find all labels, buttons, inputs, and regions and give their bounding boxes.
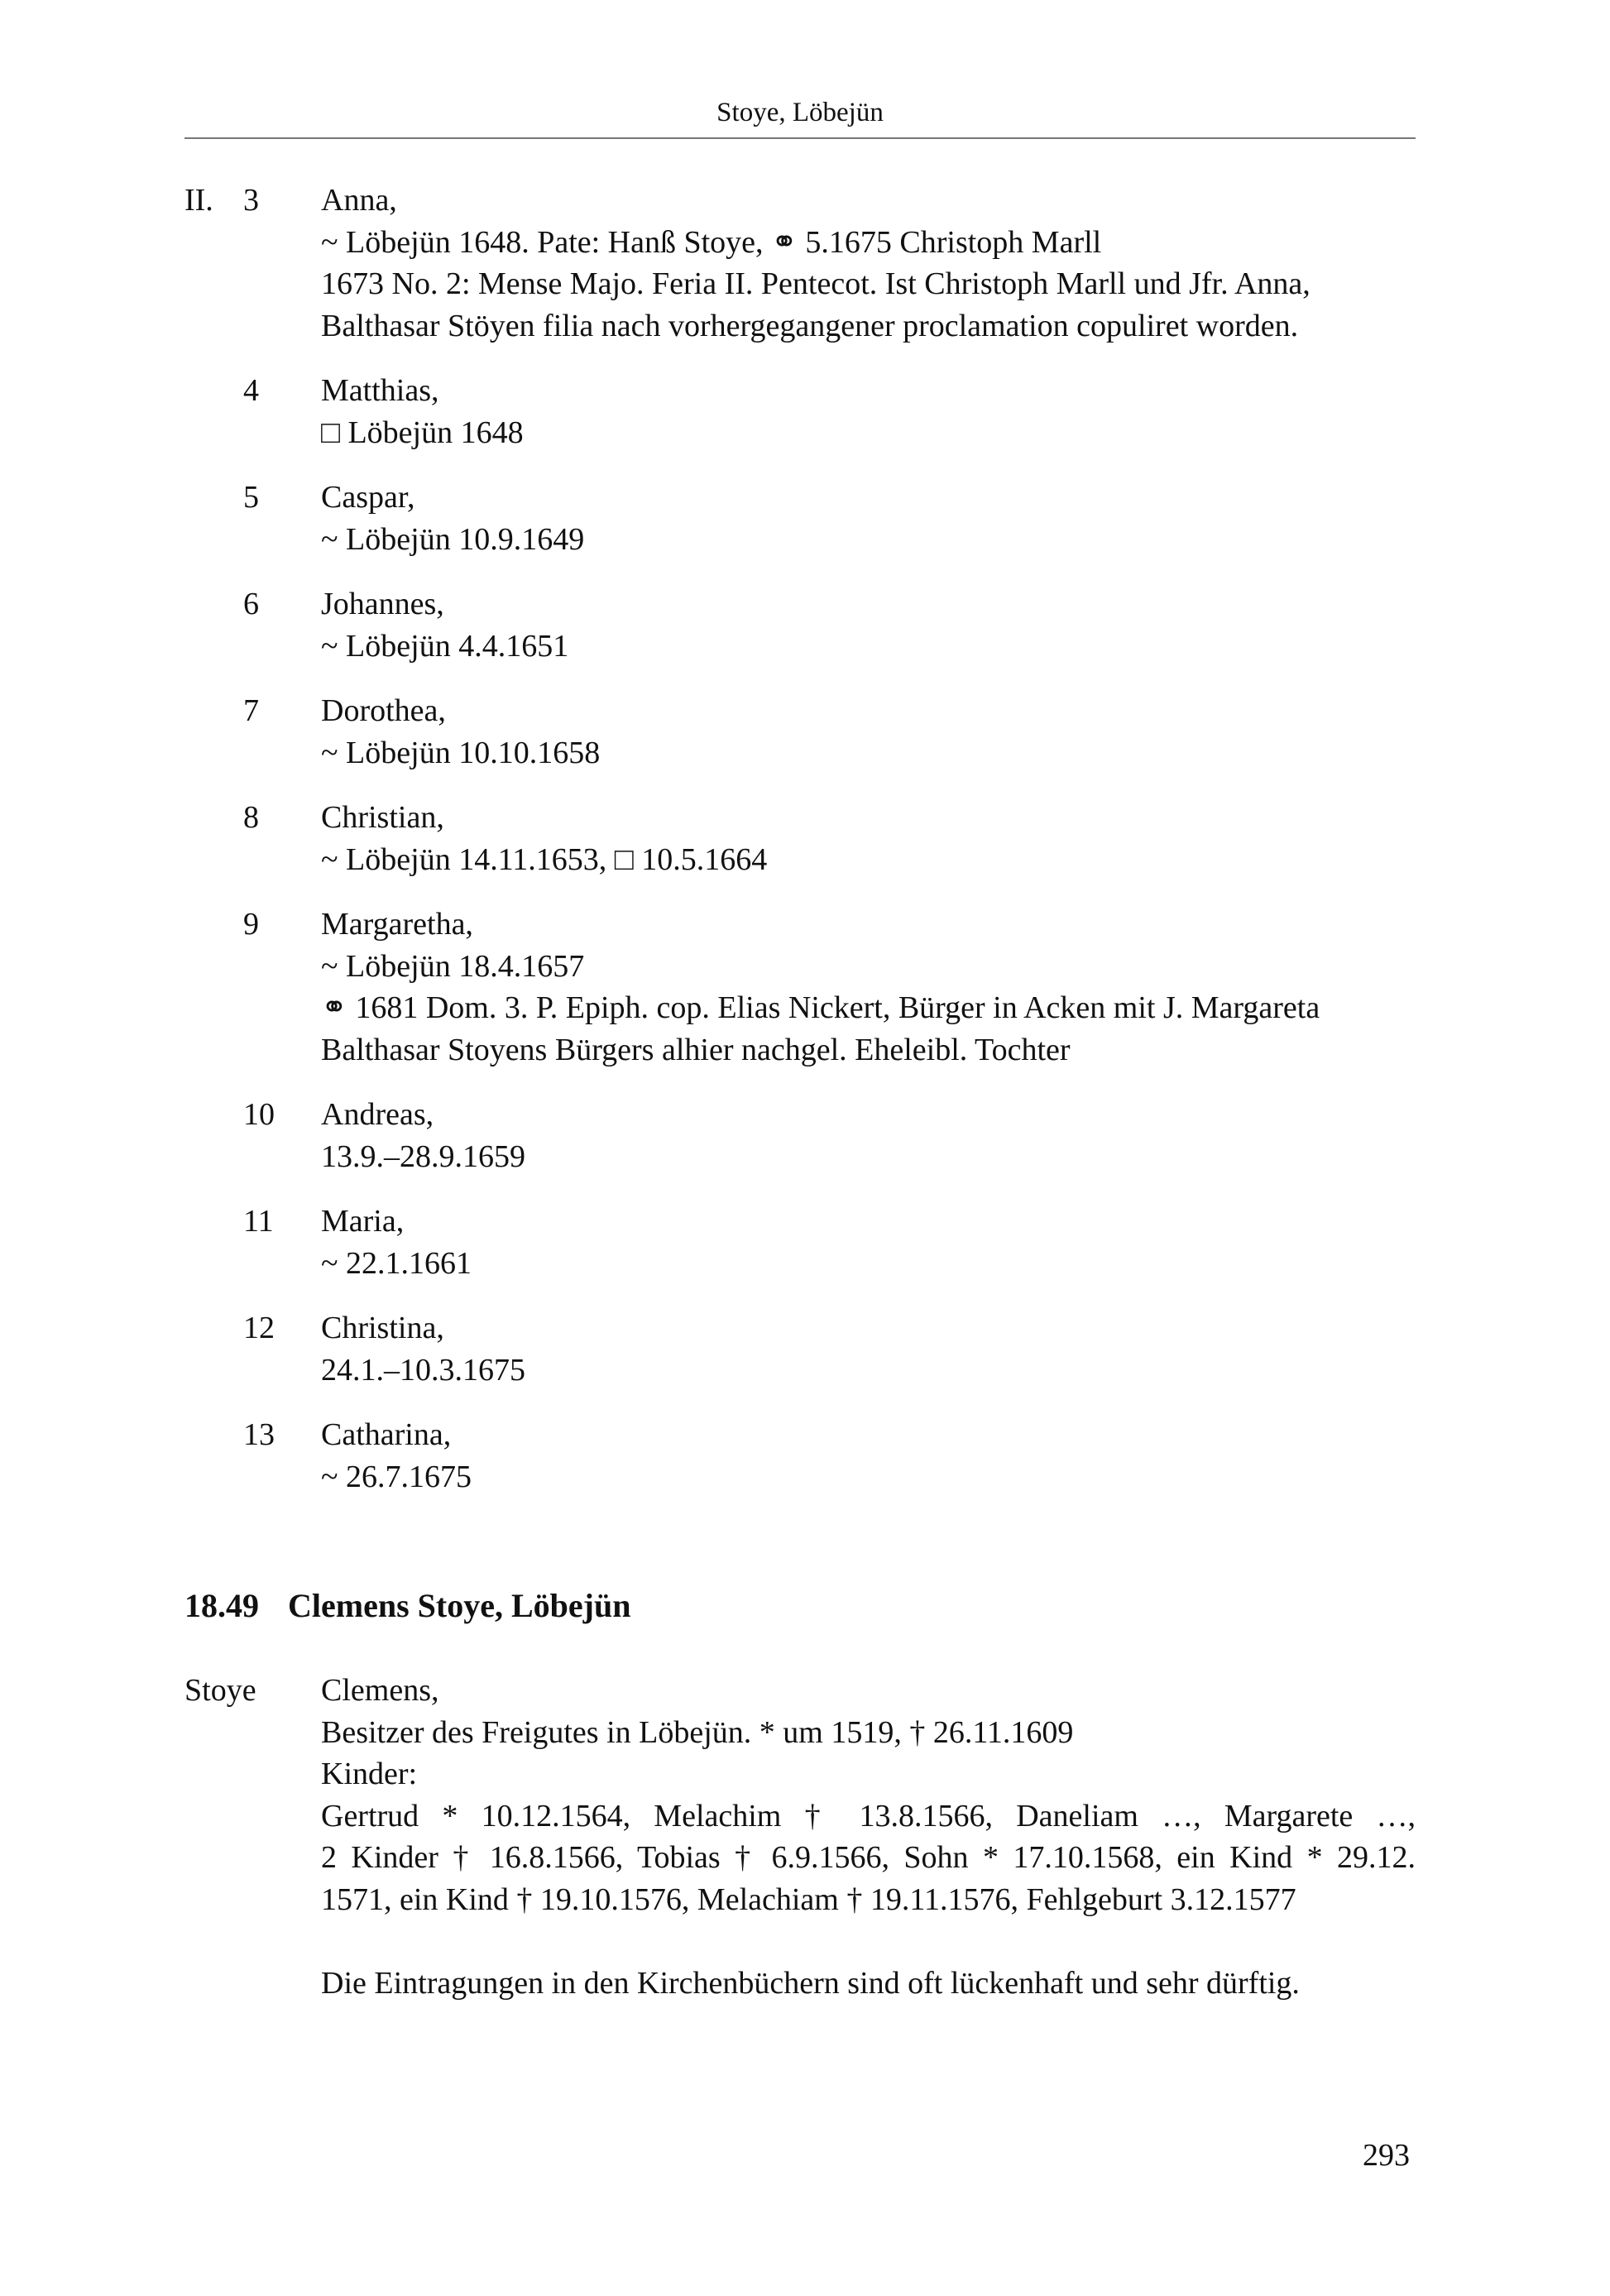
child-entry	[184, 1307, 1416, 1391]
child-entry	[184, 1414, 1416, 1498]
generation-label: II.	[184, 183, 213, 218]
child-entry	[184, 477, 1416, 560]
child-name: Maria,	[321, 1204, 405, 1239]
child-detail-line: ⚭ 1681 Dom. 3. P. Epiph. cop. Elias Nickert, Bürger in Acken mit J. Margareta	[321, 990, 1320, 1025]
child-detail-line: ~ Löbejün 10.10.1658	[321, 735, 601, 770]
child-detail-line: ~ 22.1.1661	[321, 1245, 472, 1281]
child-name: Christina,	[321, 1311, 444, 1345]
child-detail-line: ~ Löbejün 18.4.1657	[321, 948, 585, 984]
child-number: 8	[243, 800, 259, 835]
child-number: 10	[243, 1097, 275, 1132]
child-details	[321, 904, 1416, 1071]
child-name: Caspar,	[321, 480, 415, 515]
child-detail-line: 24.1.–10.3.1675	[321, 1352, 525, 1388]
child-details	[321, 690, 1416, 774]
child-name: Anna,	[321, 183, 397, 218]
child-entry	[184, 583, 1416, 667]
child-entry	[184, 797, 1416, 880]
entry-body	[321, 1670, 1416, 2004]
child-detail-line: ~ Löbejün 4.4.1651	[321, 628, 569, 664]
entry-line: 2 Kinder † 16.8.1566, Tobias † 6.9.1566, Sohn * 17.10.1568, ein Kind * 29.12.	[321, 1840, 1416, 1875]
child-name: Margaretha,	[321, 907, 473, 942]
child-name: Christian,	[321, 800, 444, 835]
child-details	[321, 583, 1416, 667]
child-detail-line: ~ Löbejün 14.11.1653, □ 10.5.1664	[321, 841, 768, 877]
child-name: Dorothea,	[321, 693, 446, 728]
child-details	[321, 797, 1416, 880]
child-entry	[184, 370, 1416, 453]
child-entry	[184, 180, 1416, 347]
child-detail-line: □ Löbejün 1648	[321, 415, 524, 450]
child-detail-line: Balthasar Stoyens Bürgers alhier nachgel. Eheleibl. Tochter	[321, 1032, 1071, 1067]
child-detail-line: Balthasar Stöyen filia nach vorhergegangener proclamation copuliret worden.	[321, 308, 1299, 343]
family-children-list	[184, 180, 1416, 1521]
child-details	[321, 1201, 1416, 1284]
child-number: 12	[243, 1311, 275, 1345]
running-head: Stoye, Löbejün	[716, 98, 884, 127]
child-name: Catharina,	[321, 1417, 452, 1452]
page-number: 293	[1363, 2138, 1410, 2173]
child-detail-line: ~ 26.7.1675	[321, 1459, 472, 1494]
child-number: 4	[243, 373, 259, 408]
child-details	[321, 477, 1416, 560]
clemens-entry	[184, 1670, 1416, 2004]
entry-line: Besitzer des Freigutes in Löbejün. * um 1519, † 26.11.1609	[321, 1714, 1074, 1750]
child-details	[321, 1414, 1416, 1498]
entry-line: Kinder:	[321, 1757, 418, 1791]
child-number: 5	[243, 480, 259, 515]
entry-surname: Stoye	[184, 1673, 256, 1708]
entry-line: Gertrud * 10.12.1564, Melachim † 13.8.1566, Daneliam …, Margarete …,	[321, 1798, 1416, 1833]
child-details	[321, 1307, 1416, 1391]
child-number: 9	[243, 907, 259, 942]
child-details	[321, 1094, 1416, 1177]
child-detail-line: 1673 No. 2: Mense Majo. Feria II. Pentecot. Ist Christoph Marll und Jfr. Anna,	[321, 266, 1311, 301]
paragraph-gap	[321, 1920, 1416, 1963]
child-detail-line: ~ Löbejün 1648. Pate: Hanß Stoye, ⚭ 5.1675 Christoph Marll	[321, 224, 1102, 260]
child-number: 11	[243, 1204, 274, 1239]
child-details	[321, 180, 1416, 347]
child-name: Matthias,	[321, 373, 439, 408]
child-entry	[184, 1094, 1416, 1177]
header-rule	[184, 137, 1416, 139]
child-entry	[184, 1201, 1416, 1284]
section-title: Clemens Stoye, Löbejün	[288, 1587, 631, 1624]
child-number: 13	[243, 1417, 275, 1452]
section-number: 18.49	[184, 1587, 259, 1624]
child-name: Andreas,	[321, 1097, 434, 1132]
child-number: 3	[243, 183, 259, 218]
entry-note: Die Eintragungen in den Kirchenbüchern sind oft lückenhaft und sehr dürftig.	[321, 1965, 1300, 2001]
child-number: 6	[243, 587, 259, 621]
child-name: Johannes,	[321, 587, 444, 621]
entry-line: 1571, ein Kind † 19.10.1576, Melachiam † 19.11.1576, Fehlgeburt 3.12.1577	[321, 1881, 1296, 1917]
entry-line: Clemens,	[321, 1673, 439, 1708]
section-heading	[184, 1585, 630, 1627]
child-number: 7	[243, 693, 259, 728]
child-entry	[184, 690, 1416, 774]
child-details	[321, 370, 1416, 453]
child-detail-line: 13.9.–28.9.1659	[321, 1138, 525, 1174]
child-entry	[184, 904, 1416, 1071]
child-detail-line: ~ Löbejün 10.9.1649	[321, 521, 585, 557]
